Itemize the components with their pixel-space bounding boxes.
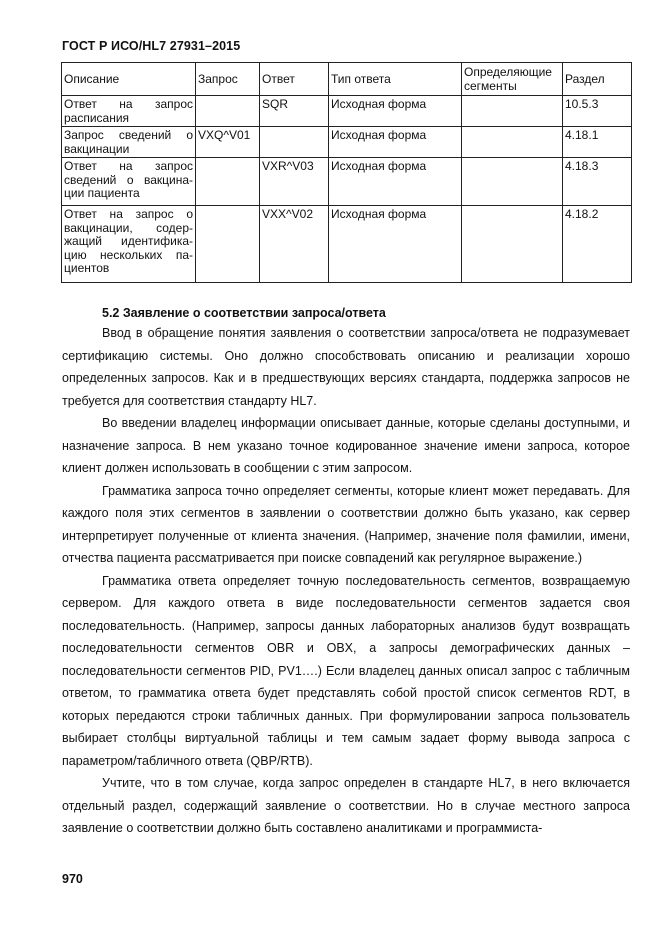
cell-description: Ответ на запрос расписания — [62, 96, 196, 127]
cell-query: VXQ^V01 — [196, 127, 260, 158]
table-header-row — [62, 63, 632, 96]
cell-response: SQR — [260, 96, 329, 127]
cell-response-type: Исходная форма — [329, 127, 462, 158]
table-row — [62, 206, 632, 283]
cell-section: 4.18.1 — [563, 127, 632, 158]
col-header-response-type: Тип ответа — [329, 63, 462, 96]
section-title: 5.2 Заявление о соответствии запроса/ответа — [102, 306, 386, 320]
cell-section: 10.5.3 — [563, 96, 632, 127]
cell-segments — [462, 96, 563, 127]
cell-response: VXX^V02 — [260, 206, 329, 283]
cell-response-type: Исходная форма — [329, 96, 462, 127]
paragraph: Грамматика ответа определяет точную последовательность сегментов, возвращаемую сервером. Для каждого ответа в виде последовательности сегментов задается своя последовательность. (Например, запросы данных лабораторных анализов будут возвращать последовательности сегментов OBR и OBX, а запросы демографических данных – последовательности сегментов PID, PV1….) Если владелец данных описал запрос с табличным ответом, то грамматика ответа будет представлять собой простой список сегментов RDT, в которых передаются строки табличных данных. При формулировании запроса пользователь выбирает столбцы виртуальной таблицы и тем самым задает форму вывода запроса с параметром/табличного ответа (QBP/RTB). — [62, 573, 630, 768]
cell-segments — [462, 127, 563, 158]
cell-query — [196, 206, 260, 283]
paragraph: Во введении владелец информации описывает данные, которые сделаны доступными, и назначение запроса. В нем указано точное кодированное значение имени запроса, которое клиент должен использовать в сообщении с этим запросом. — [62, 416, 630, 475]
page-number: 970 — [62, 872, 83, 886]
col-header-description: Описание — [62, 63, 196, 96]
cell-query — [196, 158, 260, 206]
cell-description: Ответ на запрос сведений о вакцина-ции пациента — [62, 158, 196, 206]
cell-segments — [462, 158, 563, 206]
cell-description: Запрос сведений о вакцинации — [62, 127, 196, 158]
cell-section: 4.18.2 — [563, 206, 632, 283]
col-header-segments: Определяющие сегменты — [462, 63, 563, 96]
cell-response-type: Исходная форма — [329, 158, 462, 206]
cell-description: Ответ на запрос о вакцинации, содер-жащий идентифика-цию нескольких па-циентов — [62, 206, 196, 283]
col-header-response: Ответ — [260, 63, 329, 96]
paragraph: Ввод в обращение понятия заявления о соответствии запроса/ответа не подразумевает сертификацию системы. Оно должно способствовать описанию и реализации хорошо определенных запросов. Как и в предшествующих версиях стандарта, поддержка запросов не требуется для соответствия стандарту HL7. — [62, 326, 630, 408]
table-row — [62, 96, 632, 127]
cell-query — [196, 96, 260, 127]
cell-response: VXR^V03 — [260, 158, 329, 206]
message-table — [61, 62, 632, 283]
cell-section: 4.18.3 — [563, 158, 632, 206]
cell-segments — [462, 206, 563, 283]
paragraph: Грамматика запроса точно определяет сегменты, которые клиент может передавать. Для каждого поля этих сегментов в заявлении о соответствии должно быть указано, как сервер интерпретирует полученные от клиента значения. (Например, значение поля фамилии, имени, отчества пациента рассматривается при поиске совпадений как регулярное выражение.) — [62, 483, 630, 565]
cell-response-type: Исходная форма — [329, 206, 462, 283]
document-header: ГОСТ Р ИСО/HL7 27931–2015 — [62, 39, 241, 53]
paragraph: Учтите, что в том случае, когда запрос определен в стандарте HL7, в него включается отдельный раздел, содержащий заявление о соответствии. Но в случае местного запроса заявление о соответствии должно быть составлено аналитиками и программиста- — [62, 776, 630, 835]
col-header-query: Запрос — [196, 63, 260, 96]
table-row — [62, 158, 632, 206]
cell-response — [260, 127, 329, 158]
table-row — [62, 127, 632, 158]
col-header-section: Раздел — [563, 63, 632, 96]
body-text — [62, 322, 630, 840]
